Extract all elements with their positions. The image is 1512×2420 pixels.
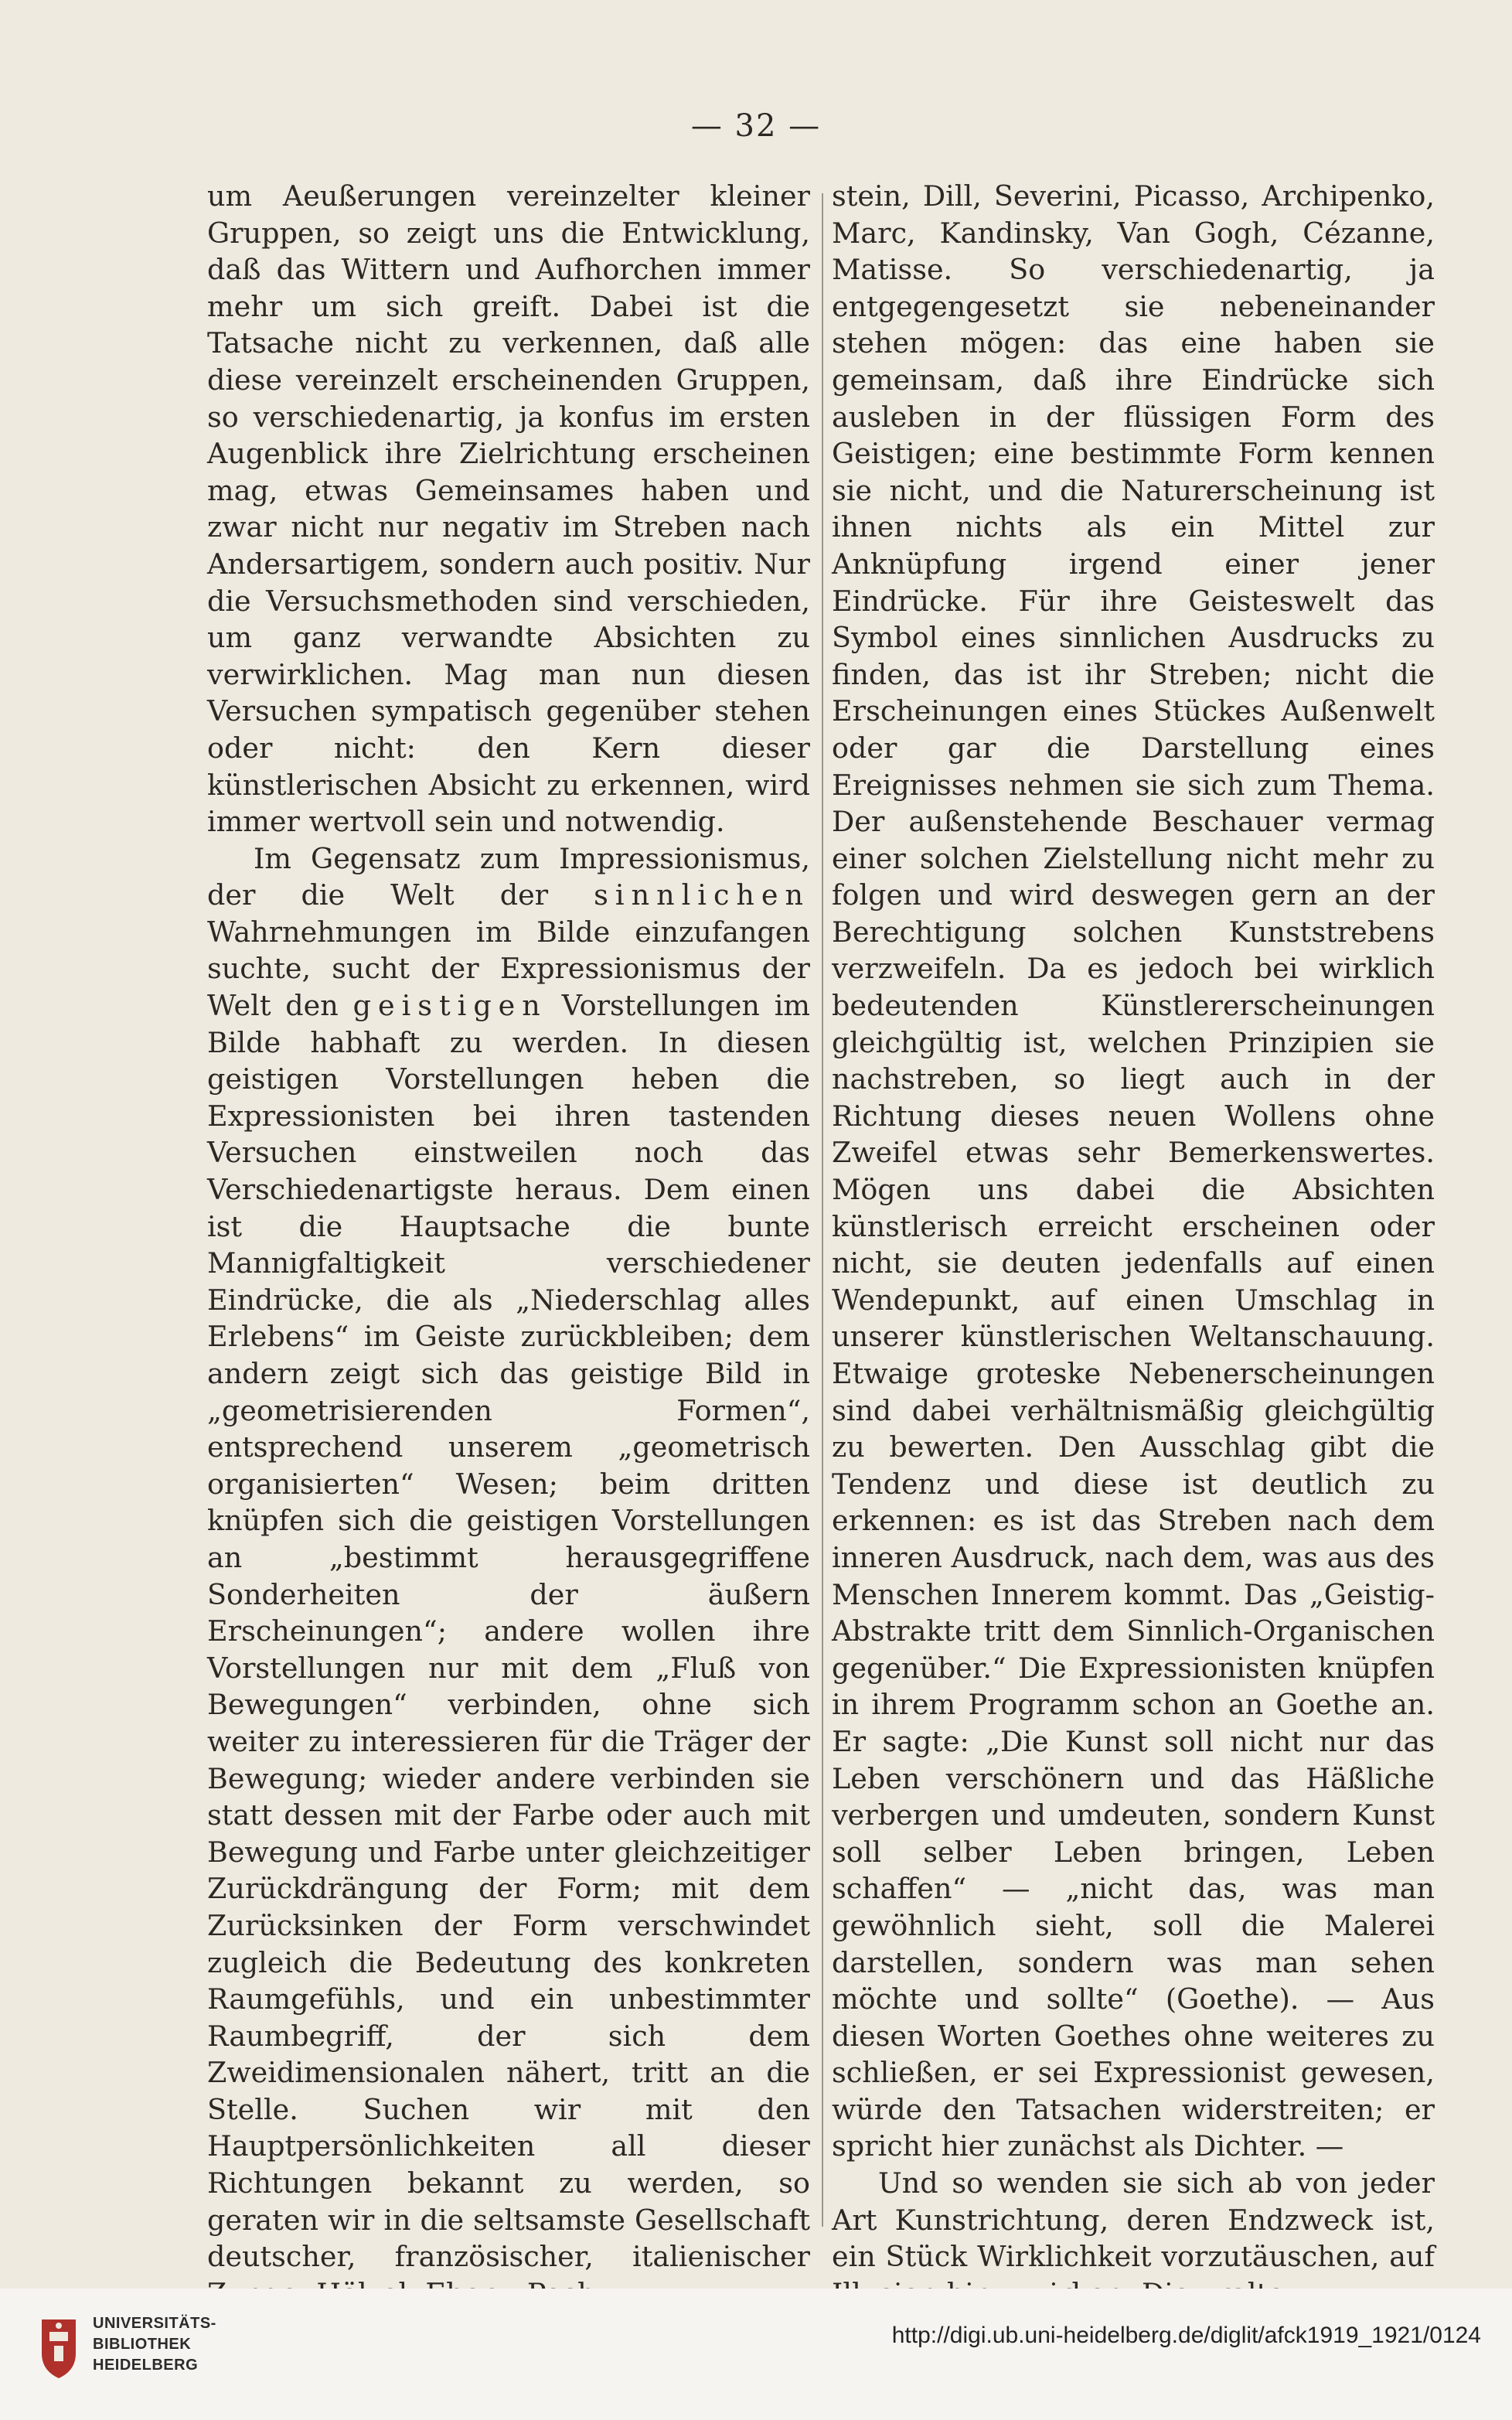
footer-bar xyxy=(0,2289,1512,2420)
paragraph: stein, Dill, Severini, Picasso, Archipenko, Marc, Kandinsky, Van Gogh, Cézanne, Matisse. So verschiedenartig, ja entgegengesetzt sie nebeneinander stehen mögen: das eine haben sie gemeinsam, daß ihre Eindrücke sich ausleben in der flüssigen Form des Geistigen; eine bestimmte Form kennen sie nicht, und die Naturerscheinung ist ihnen nichts als ein Mittel zur Anknüpfung irgend einer jener Eindrücke. Für ihre Geisteswelt das Symbol eines sinnlichen Ausdrucks zu finden, das ist ihr Streben; nicht die Erscheinungen eines Stückes Außenwelt oder gar die Darstellung eines Ereignisses nehmen sie sich zum Thema. Der außenstehende Beschauer vermag einer solchen Zielstellung nicht mehr zu folgen und wird deswegen gern an der Berechtigung solchen Kunststrebens verzweifeln. Da es jedoch bei wirklich bedeutenden Künstlererscheinungen gleichgültig ist, welchen Prinzipien sie nachstreben, so liegt auch in der Richtung dieses neuen Wollens ohne Zweifel etwas sehr Bemerkenswertes. Mögen uns dabei die Absichten künstlerisch erreicht erscheinen oder nicht, sie deuten jedenfalls auf einen Wendepunkt, auf einen Umschlag in unserer künstlerischen Weltanschauung. Etwaige groteske Nebenerscheinungen sind dabei verhältnismäßig gleichgültig zu bewerten. Den Ausschlag gibt die Tendenz und diese ist deutlich zu erkennen: es ist das Streben nach dem inneren Ausdruck, nach dem, was aus des Menschen Innerem kommt. Das „Geistig-Abstrakte tritt dem Sinnlich-Organischen gegenüber.“ Die Expressionisten knüpfen in ihrem Programm schon an Goethe an. Er sagte: „Die Kunst soll nicht nur das Leben verschönern und das Häßliche verbergen und umdeuten, sondern Kunst soll selber Leben bringen, Leben schaffen“ — „nicht das, was man gewöhnlich sieht, soll die Malerei darstellen, sondern was man sehen möchte und sollte“ (Goethe). — Aus diesen Worten Goethes ohne weiteres zu schließen, er sei Expressionist gewesen, würde den Tatsachen widerstreiten; er spricht hier zunächst als Dichter. — xyxy=(832,179,1435,2163)
paragraph: Und so wenden sie sich ab von jeder Art Kunstrichtung, deren Endzweck ist, ein Stück Wirklichkeit vorzutäuschen, auf xyxy=(832,2166,1435,2274)
library-name-line: UNIVERSITÄTS- xyxy=(93,2315,216,2332)
spaced-emphasis: geistigen xyxy=(352,989,547,1023)
text-run: Wahrnehmungen im Bilde einzufangen suchte, sucht der Expressionismus der Welt den xyxy=(207,915,810,1023)
library-name xyxy=(93,2313,216,2376)
paragraph xyxy=(207,840,810,2313)
text-run: Im Gegensatz zum Impressionismus, der die Welt der xyxy=(207,841,810,912)
library-name-line: HEIDELBERG xyxy=(93,2357,199,2374)
source-url-link[interactable]: http://digi.ub.uni-heidelberg.de/diglit/afck1919_1921/0124 xyxy=(891,2323,1481,2348)
text-run: Vorstellungen im Bilde habhaft zu werden. In diesen geistigen Vorstellungen heben die Expressionisten bei ihren tastenden Versuchen einstweilen noch das Verschiedenartigste heraus. Dem einen ist die Hauptsache die bunte Mannigfaltigkeit verschiedener Eindrücke, die als „Niederschlag alles Erlebens“ im Geiste zurückbleiben; dem andern zeigt sich das geistige Bild in „geometrisierenden Formen“, entsprechend unserem „geometrisch organisierten“ Wesen; beim dritten knüpfen sich die geistigen Vorstellungen an „bestimmt herausgegriffene Sonderheiten der äußern Erscheinungen“; andere wollen ihre Vorstellungen nur mit dem „Fluß von Bewegungen“ verbinden, ohne sich weiter zu interessieren für die Träger der Bewegung; wieder andere verbinden sie statt dessen mit der Farbe oder auch mit Bewegung und Farbe unter gleichzeitiger Zurückdrängung der Form; mit dem Zurücksinken der Form verschwindet zugleich die Bedeutung des konkreten Raumgefühls, und ein unbestimmter Raumbegriff, der sich dem Zweidimensionalen nähert, tritt an die Stelle. Suchen wir mit den Hauptpersönlichkeiten all dieser Richtungen bekannt zu werden, so geraten wir in die seltsamste Gesellschaft deutscher, französischer, italienischer xyxy=(207,989,810,2274)
library-name-line: BIBLIOTHEK xyxy=(93,2336,192,2353)
paragraph: um Aeußerungen vereinzelter kleiner Gruppen, so zeigt uns die Entwicklung, daß das Wittern und Aufhorchen immer mehr um sich greift. Dabei ist die Tatsache nicht zu verkennen, daß alle diese vereinzelt erscheinenden Gruppen, so verschiedenartig, ja konfus im ersten Augenblick ihre Zielrichtung erscheinen mag, etwas Gemeinsames haben und zwar nicht nur negativ im Streben nach Andersartigem, sondern auch positiv. Nur die Versuchsmethoden sind verschieden, um ganz verwandte Absichten zu verwirklichen. Mag man nun diesen Versuchen sympatisch gegenüber stehen oder nicht: den Kern dieser künstlerischen Absicht zu erkennen, wird immer wertvoll sein und notwendig. xyxy=(207,179,810,839)
page-number: — 32 — xyxy=(690,108,822,144)
column-divider xyxy=(822,193,823,2227)
spaced-emphasis: sinnlichen xyxy=(594,878,810,912)
right-column xyxy=(832,178,1435,2312)
university-seal-icon xyxy=(36,2315,82,2381)
left-column xyxy=(207,178,810,2312)
